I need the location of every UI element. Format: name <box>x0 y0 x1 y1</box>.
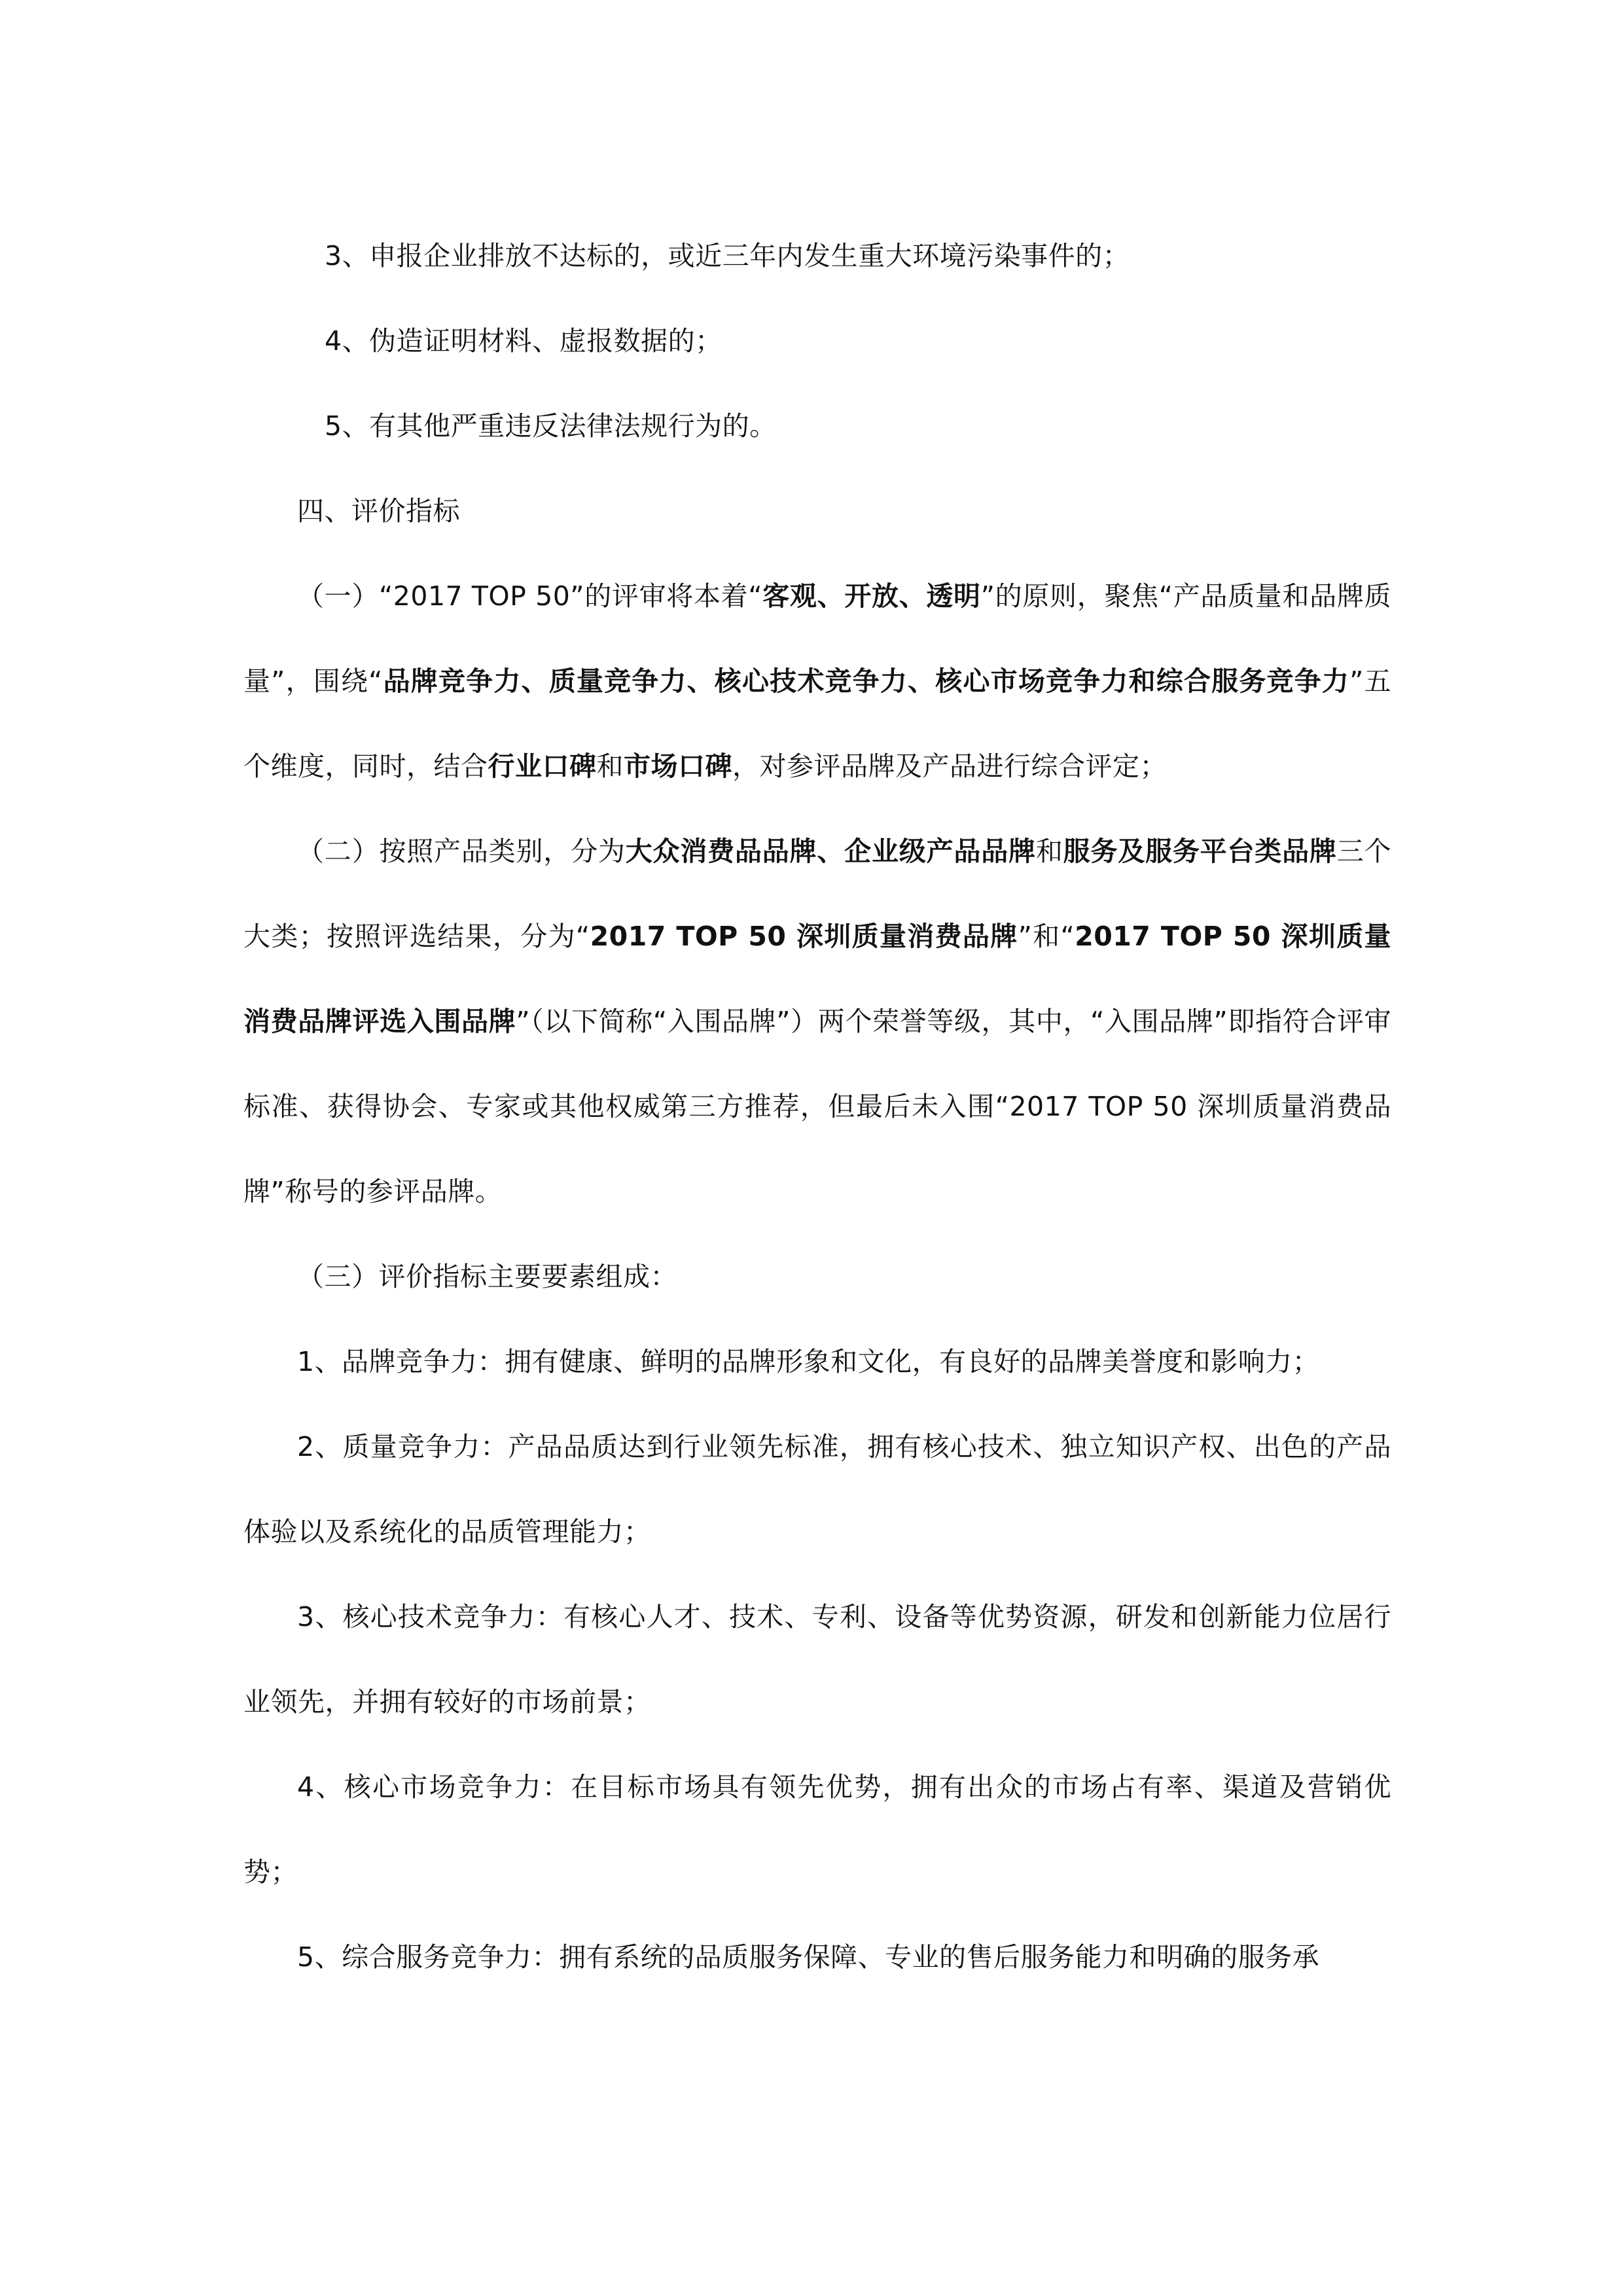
paragraph-1 <box>243 554 1391 809</box>
paragraph-1-text-1: （一）“2017 TOP 50”的评审将本着“ <box>297 580 763 612</box>
list-item-3: 3、申报企业排放不达标的，或近三年内发生重大环境污染事件的； <box>325 240 1130 272</box>
paragraph-2-text-2: 和 <box>1035 836 1063 867</box>
paragraph-1-text-3: ”五个维度，同时，结合 <box>243 665 1391 782</box>
document-body <box>243 213 1391 2000</box>
paragraph-2-text-4: ”和“ <box>1018 921 1075 952</box>
paragraph-2-bold-3: 2017 TOP 50 深圳质量消费品牌 <box>590 921 1018 952</box>
paragraph-1-text-4: 和 <box>596 751 624 782</box>
list-item-4: 4、伪造证明材料、虚报数据的； <box>325 325 722 357</box>
section-heading: 四、评价指标 <box>297 495 460 527</box>
paragraph-2 <box>243 809 1391 1234</box>
paragraph-2-text-1: （二）按照产品类别，分为 <box>297 836 626 867</box>
paragraph-1-text-5: ，对参评品牌及产品进行综合评定； <box>732 751 1167 782</box>
paragraph-1-bold-3: 行业口碑 <box>488 751 597 782</box>
paragraph-2-text-3: 三个大类；按照评选结果，分为“ <box>243 836 1392 952</box>
paragraph-2-text-5: ”（以下简称“入围品牌”）两个荣誉等级，其中，“入围品牌”即指符合评审标准、获得协会、专家或其他权威第三方推荐，但最后未入围“2017 TOP 50 深圳质量消费品牌”称号的参评品牌。 <box>243 1006 1392 1207</box>
criteria-item-3: 3、核心技术竞争力：有核心人才、技术、专利、设备等优势资源，研发和创新能力位居行业领先，并拥有较好的市场前景； <box>243 1601 1391 1718</box>
criteria-item-2: 2、质量竞争力：产品品质达到行业领先标准，拥有核心技术、独立知识产权、出色的产品体验以及系统化的品质管理能力； <box>243 1431 1391 1547</box>
paragraph-2-bold-2: 服务及服务平台类品牌 <box>1063 836 1337 867</box>
criteria-item-4: 4、核心市场竞争力：在目标市场具有领先优势，拥有出众的市场占有率、渠道及营销优势； <box>243 1771 1391 1888</box>
paragraph-2-bold-1: 大众消费品品牌、企业级产品品牌 <box>625 836 1036 867</box>
paragraph-1-text-2: ”的原则，聚焦“产品质量和品牌质量”，围绕“ <box>243 580 1392 697</box>
criteria-item-5: 5、综合服务竞争力：拥有系统的品质服务保障、专业的售后服务能力和明确的服务承 <box>297 1941 1320 1973</box>
paragraph-2-bold-4: 2017 TOP 50 深圳质量消费品牌评选入围品牌 <box>243 921 1392 1037</box>
list-item-5: 5、有其他严重违反法律法规行为的。 <box>325 410 777 442</box>
paragraph-1-bold-4: 市场口碑 <box>624 751 732 782</box>
paragraph-1-bold-2: 品牌竞争力、质量竞争力、核心技术竞争力、核心市场竞争力和综合服务竞争力 <box>382 665 1350 697</box>
paragraph-1-bold-1: 客观、开放、透明 <box>762 580 981 612</box>
paragraph-3: （三）评价指标主要要素组成： <box>297 1261 677 1292</box>
criteria-item-1: 1、品牌竞争力：拥有健康、鲜明的品牌形象和文化，有良好的品牌美誉度和影响力； <box>297 1346 1320 1377</box>
